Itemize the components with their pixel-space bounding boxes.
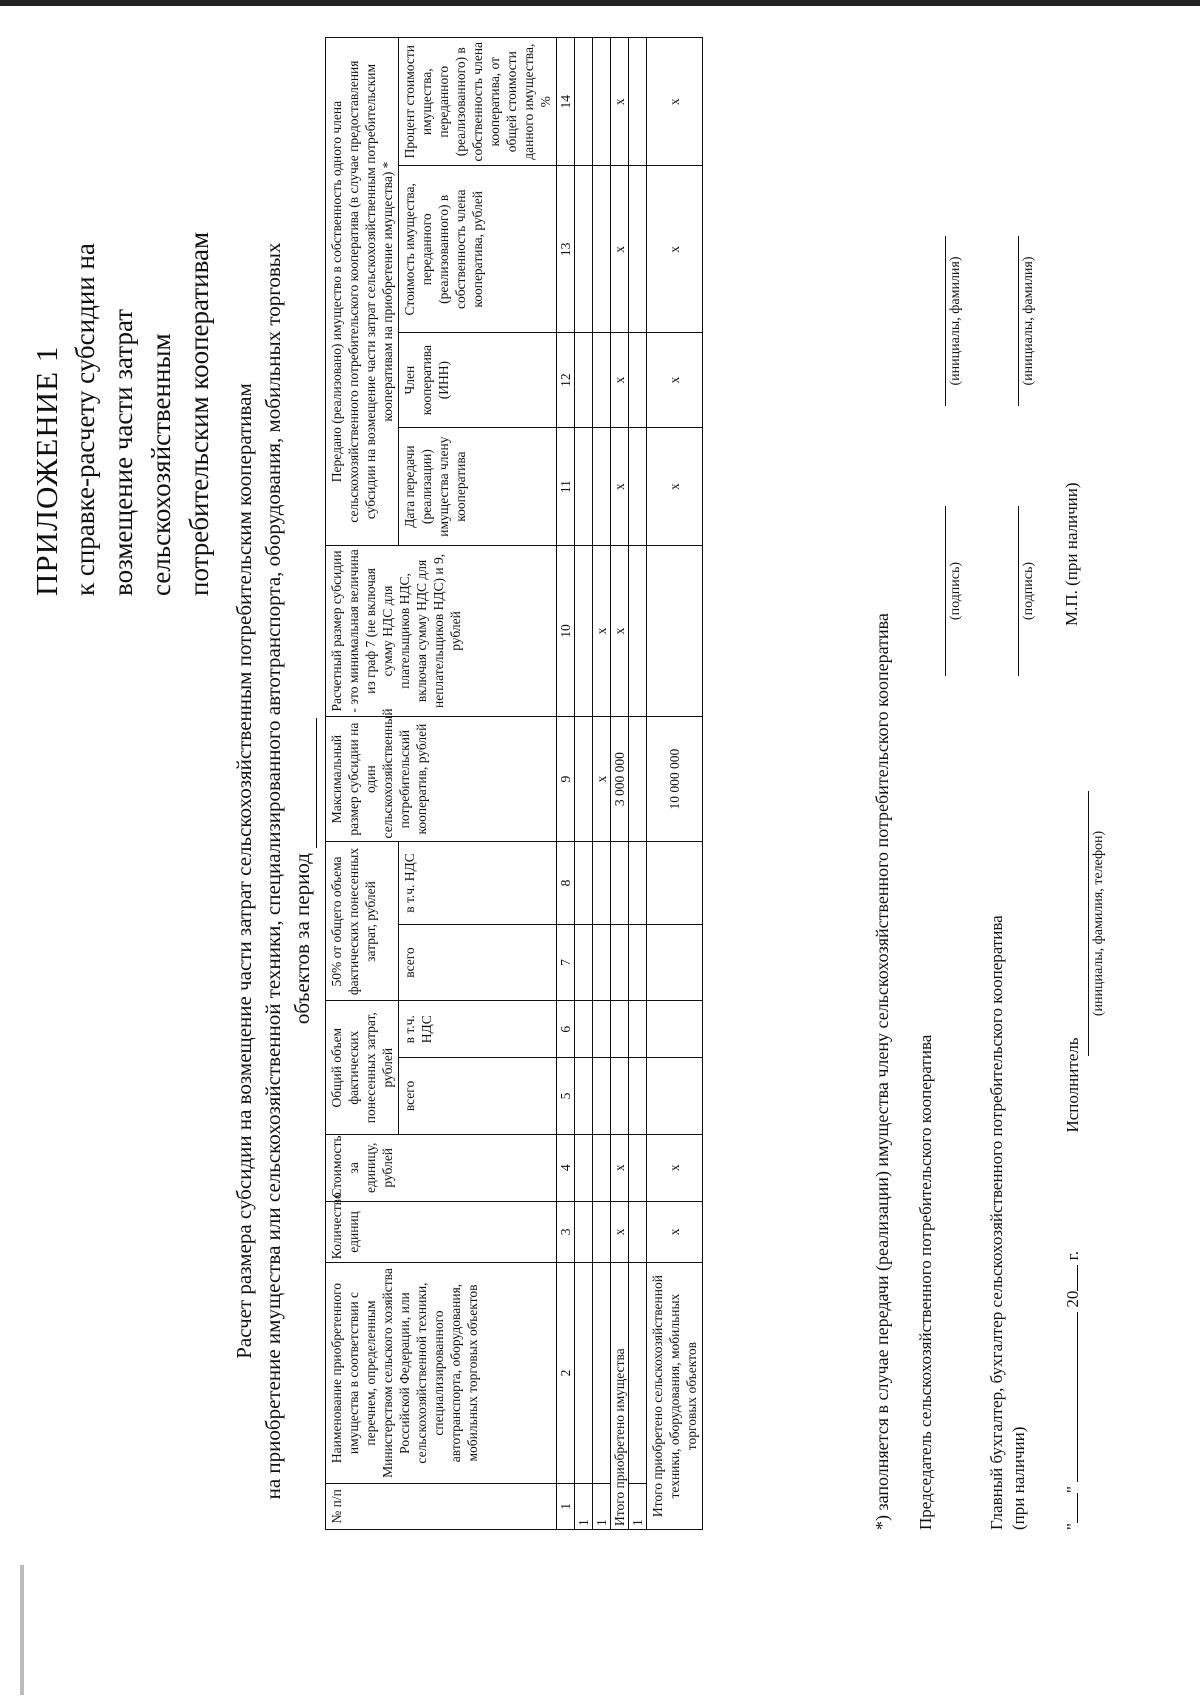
- table-cell: [629, 166, 647, 333]
- annex-heading: ПРИЛОЖЕНИЕ 1: [29, 345, 64, 596]
- column-number-row: [557, 38, 575, 1530]
- column-number: 5: [557, 1057, 575, 1134]
- column-number: 2: [557, 1263, 575, 1484]
- date-line: [1063, 1037, 1083, 1530]
- title-period-label: объектов за период: [290, 853, 314, 1025]
- annex-line: сельскохозяйственным: [146, 333, 176, 596]
- row-number: 1: [593, 1483, 611, 1529]
- accountant-label: [986, 915, 1030, 1530]
- table-cell: [575, 1134, 593, 1201]
- column-number: 3: [557, 1201, 575, 1263]
- table-cell: [629, 428, 647, 546]
- column-number: 8: [557, 842, 575, 924]
- subsidy-calculation-table: [325, 37, 703, 1530]
- table-cell: [575, 1201, 593, 1263]
- table-cell: х: [611, 38, 629, 166]
- date-year-blank: [1077, 1265, 1078, 1291]
- header-subcell: Член кооператива (ИНН): [399, 333, 557, 428]
- executor-line: [1088, 791, 1107, 1056]
- total-property-label: Итого приобретено имущества: [611, 1263, 629, 1530]
- header-subcell: Процент стоимости имущества, переданного (реализованного) в собственность члена кооператива, от общей стоимости данного имущества, %: [399, 38, 557, 166]
- table-cell: [575, 1057, 593, 1134]
- table-cell: [611, 1001, 629, 1057]
- column-number: 14: [557, 38, 575, 166]
- date-year: 20: [1063, 1290, 1082, 1308]
- annex-line: потребительским кооперативам: [184, 231, 214, 596]
- table-cell: [593, 1201, 611, 1263]
- date-quote-close: ": [1063, 1486, 1082, 1494]
- table-cell: [629, 924, 647, 1001]
- chairman-name-line: [945, 236, 964, 406]
- signature-hint: (подпись): [1021, 561, 1036, 621]
- table-cell: [575, 1001, 593, 1057]
- table-row: [593, 38, 611, 1530]
- header-subcell: в т.ч. НДС: [399, 842, 557, 924]
- annex-line: к справке-расчету субсидии на: [70, 243, 100, 596]
- header-cell: Расчетный размер субсидии - это минимальная величина из граф 7 (не включая сумму НДС для плательщиков НДС, включая сумму НДС для неплательщиков НДС) и 9, рублей: [326, 546, 557, 717]
- table-cell: [629, 333, 647, 428]
- annex-block: [28, 56, 218, 596]
- table-cell: х: [593, 546, 611, 717]
- table-cell: [575, 716, 593, 842]
- table-cell: [575, 166, 593, 333]
- table-cell: [629, 546, 647, 717]
- header-subcell: всего: [399, 1057, 557, 1134]
- table-cell: [575, 842, 593, 924]
- document-title: [230, 206, 317, 1536]
- signature-hint: (подпись): [948, 561, 963, 621]
- table-cell: х: [611, 1201, 629, 1263]
- column-number: 13: [557, 166, 575, 333]
- table-cell: [575, 546, 593, 717]
- date-suffix: г.: [1063, 1251, 1082, 1261]
- header-row-groups: [326, 38, 399, 1530]
- table-row: [629, 38, 647, 1530]
- table-cell: [611, 1057, 629, 1134]
- header-cell: Количество единиц: [326, 1201, 557, 1263]
- table-cell: [629, 716, 647, 842]
- table-cell: 10 000 000: [647, 716, 703, 842]
- footnote: *) заполняется в случае передачи (реализации) имущества члену сельскохозяйственного потребительского кооператива: [872, 613, 892, 1530]
- table-cell: х: [647, 1201, 703, 1263]
- header-subcell: в т.ч. НДС: [399, 1001, 557, 1057]
- table-cell: 3 000 000: [611, 716, 629, 842]
- table-cell: [629, 1134, 647, 1201]
- column-number: 7: [557, 924, 575, 1001]
- table-cell: [629, 1263, 647, 1484]
- table-cell: х: [647, 166, 703, 333]
- header-subcell: Дата передачи (реализации) имущества члену кооператива: [399, 428, 557, 546]
- title-line: на приобретение имущества или сельскохозяйственной техники, специализированного автотранспорта, оборудования, мобильных торговых: [261, 242, 285, 1500]
- row-number: 1: [629, 1483, 647, 1529]
- executor-hint: (инициалы, фамилия, телефон): [1091, 830, 1106, 1017]
- table-cell: [629, 1001, 647, 1057]
- chairman-signature-line: [945, 506, 964, 676]
- accountant-line: Главный бухгалтер, бухгалтер сельскохозяйственного потребительского кооператива: [987, 915, 1006, 1530]
- header-group-cell: 50% от общего объема фактических понесенных затрат, рублей: [326, 842, 399, 1001]
- period-blank: [296, 718, 317, 848]
- executor-label: Исполнитель: [1063, 1037, 1082, 1133]
- table-cell: х: [611, 428, 629, 546]
- date-day-blank: [1077, 1493, 1078, 1523]
- title-line: Расчет размера субсидии на возмещение части затрат сельскохозяйственным потребительским кооперативам: [232, 383, 256, 1359]
- chairman-label: Председатель сельскохозяйственного потребительского кооператива: [916, 1034, 935, 1530]
- table-cell: [575, 1263, 593, 1484]
- column-number: 4: [557, 1134, 575, 1201]
- table-row: [575, 38, 593, 1530]
- title-line-period: [288, 206, 317, 1536]
- table-cell: х: [647, 333, 703, 428]
- table-cell: [593, 1263, 611, 1484]
- table-cell: [575, 38, 593, 166]
- table-cell: [593, 1134, 611, 1201]
- table-cell: х: [611, 1134, 629, 1201]
- table-cell: [647, 1001, 703, 1057]
- table-cell: [629, 1057, 647, 1134]
- table-cell: [575, 333, 593, 428]
- accountant-line: (при наличии): [1009, 1426, 1028, 1530]
- table-cell: х: [611, 333, 629, 428]
- table-cell: [593, 166, 611, 333]
- table-cell: х: [647, 428, 703, 546]
- column-number: 10: [557, 546, 575, 717]
- column-number: 11: [557, 428, 575, 546]
- table-cell: [647, 842, 703, 924]
- table-cell: [647, 924, 703, 1001]
- date-quote-open: ": [1063, 1523, 1082, 1530]
- date-month-blank: [1077, 1312, 1078, 1482]
- stamp-place: М.П. (при наличии): [1062, 482, 1081, 626]
- table-cell: [575, 428, 593, 546]
- header-cell: Максимальный размер субсидии на один сельскохозяйственный потребительский кооператив, рублей: [326, 716, 557, 842]
- table-cell: [611, 924, 629, 1001]
- header-cell: Стоимость за единицу, рублей: [326, 1134, 557, 1201]
- annex-line: возмещение части затрат: [108, 308, 138, 596]
- column-number: 6: [557, 1001, 575, 1057]
- table-cell: [647, 546, 703, 717]
- table-cell: [593, 1057, 611, 1134]
- accountant-name-line: [1018, 236, 1037, 406]
- total-property-row: [611, 38, 629, 1530]
- column-number: 9: [557, 716, 575, 842]
- table-cell: [593, 428, 611, 546]
- table-cell: [593, 842, 611, 924]
- header-subcell: Стоимость имущества, переданного (реализованного) в собственность члена кооператива, рублей: [399, 166, 557, 333]
- table-cell: х: [593, 716, 611, 842]
- table-cell: [575, 924, 593, 1001]
- row-number: 1: [575, 1483, 593, 1529]
- table-cell: [629, 1201, 647, 1263]
- table-cell: [611, 842, 629, 924]
- table-cell: [593, 38, 611, 166]
- total-equipment-label: Итого приобретено сельскохозяйственной техники, оборудования, мобильных торговых объектов: [647, 1263, 703, 1530]
- table-cell: х: [647, 1134, 703, 1201]
- table-cell: [593, 1001, 611, 1057]
- column-number: 12: [557, 333, 575, 428]
- header-cell: № п/п: [326, 1483, 557, 1529]
- header-group-cell: Передано (реализовано) имущество в собственность одного члена сельскохозяйственного потребительского кооператива (в случае предоставления субсидии на возмещение части затрат сельскохозяйственным потребительским кооперативам на приобретение имущества) *: [326, 38, 399, 546]
- table-cell: [629, 842, 647, 924]
- table-cell: [629, 38, 647, 166]
- header-subcell: всего: [399, 924, 557, 1001]
- table-cell: х: [647, 38, 703, 166]
- table-cell: х: [611, 166, 629, 333]
- column-number: 1: [557, 1483, 575, 1529]
- table-cell: х: [611, 546, 629, 717]
- table-cell: [593, 333, 611, 428]
- accountant-signature-line: [1018, 506, 1037, 676]
- name-hint: (инициалы, фамилия): [948, 256, 963, 386]
- total-equipment-row: [647, 38, 703, 1530]
- table-cell: [593, 924, 611, 1001]
- name-hint: (инициалы, фамилия): [1021, 256, 1036, 386]
- table-cell: [647, 1057, 703, 1134]
- header-group-cell: Общий объем фактических понесенных затрат, рублей: [326, 1001, 399, 1134]
- header-cell: Наименование приобретенного имущества в соответствии с перечнем, определенным Министерством сельского хозяйства Российской Федерации, или сельскохозяйственной техники, специализированного автотранспорта, оборудования, мобильных торговых объектов: [326, 1263, 557, 1484]
